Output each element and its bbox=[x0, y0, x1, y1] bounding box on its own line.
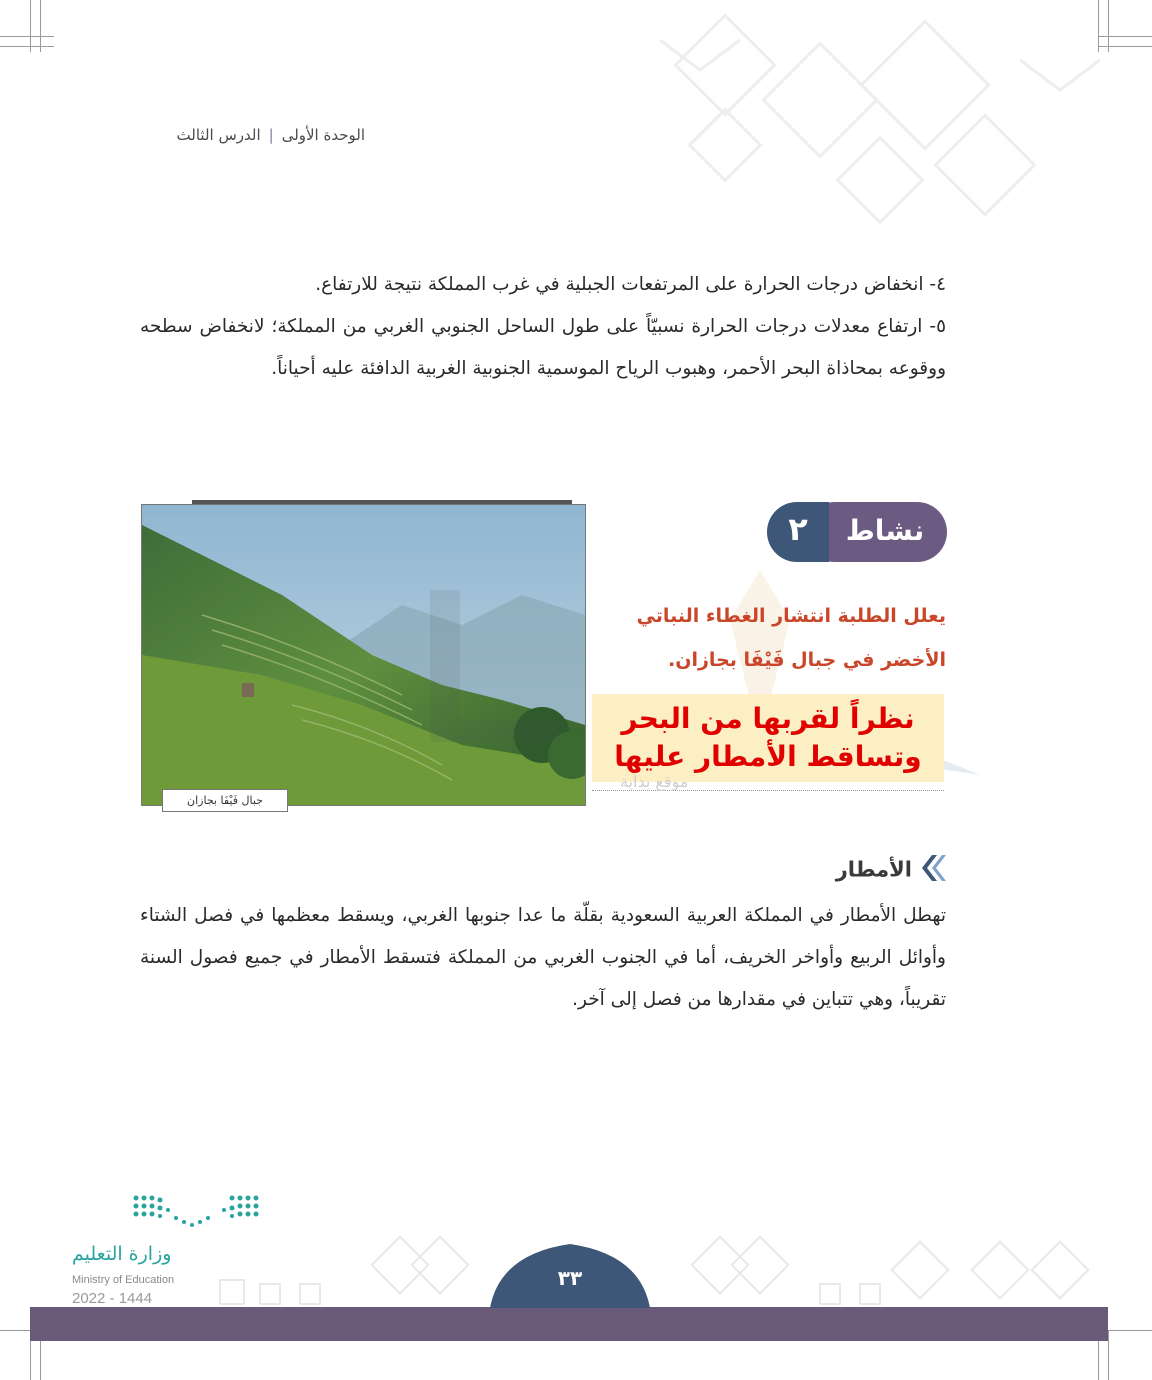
double-chevron-icon bbox=[920, 853, 946, 888]
section-rain-heading bbox=[780, 853, 946, 889]
header-lesson: الدرس الثالث bbox=[176, 126, 261, 144]
activity-question bbox=[600, 594, 946, 682]
activity-number: ٢ bbox=[788, 510, 808, 548]
page-number: ٣٣ bbox=[557, 1266, 583, 1290]
running-header bbox=[140, 126, 365, 144]
watermark-text: موقع بداية bbox=[620, 772, 689, 791]
ministry-logo-icon bbox=[132, 1192, 262, 1232]
ministry-name-english: Ministry of Education bbox=[72, 1274, 175, 1286]
point-5: ٥- ارتفاع معدلات درجات الحرارة نسبيّاً على طول الساحل الجنوبي الغربي من المملكة؛ لانخفاض سطحه ووقوعه بمحاذاة البحر الأحمر، وهبوب الرياح الموسمية الجنوبية الغربية الدافئة عليه أحياناً. bbox=[140, 316, 946, 379]
edition-year: 2022 - 1444 bbox=[72, 1290, 153, 1307]
header-separator: | bbox=[268, 126, 274, 144]
photo-caption: جبال فَيْفَا بجازان bbox=[162, 789, 288, 812]
rain-body: تهطل الأمطار في المملكة العربية السعودية بقلّة ما عدا جنوبها الغربي، ويسقط معظمها في فصل الشتاء وأوائل الربيع وأواخر الخريف، أما في الجنوب الغربي من المملكة فتسقط الأمطار في جميع فصول السنة تقريباً، وهي تتباين في مقدارها من فصل إلى آخر. bbox=[140, 905, 946, 1010]
question-line-1: يعلل الطلبة انتشار الغطاء النباتي bbox=[636, 605, 946, 627]
rain-title: الأمطار bbox=[835, 857, 912, 882]
activity-label: نشاط bbox=[845, 514, 925, 547]
activity-answer: نظراً لقربها من البحر وتساقط الأمطار عليها bbox=[592, 694, 944, 782]
point-4: ٤- انخفاض درجات الحرارة على المرتفعات الجبلية في غرب المملكة نتيجة للارتفاع. bbox=[315, 274, 946, 295]
ministry-name-arabic: وزارة التعليم bbox=[72, 1243, 172, 1265]
header-unit: الوحدة الأولى bbox=[281, 126, 365, 144]
question-line-2: الأخضر في جبال فَيْفَا بجازان. bbox=[668, 649, 946, 671]
